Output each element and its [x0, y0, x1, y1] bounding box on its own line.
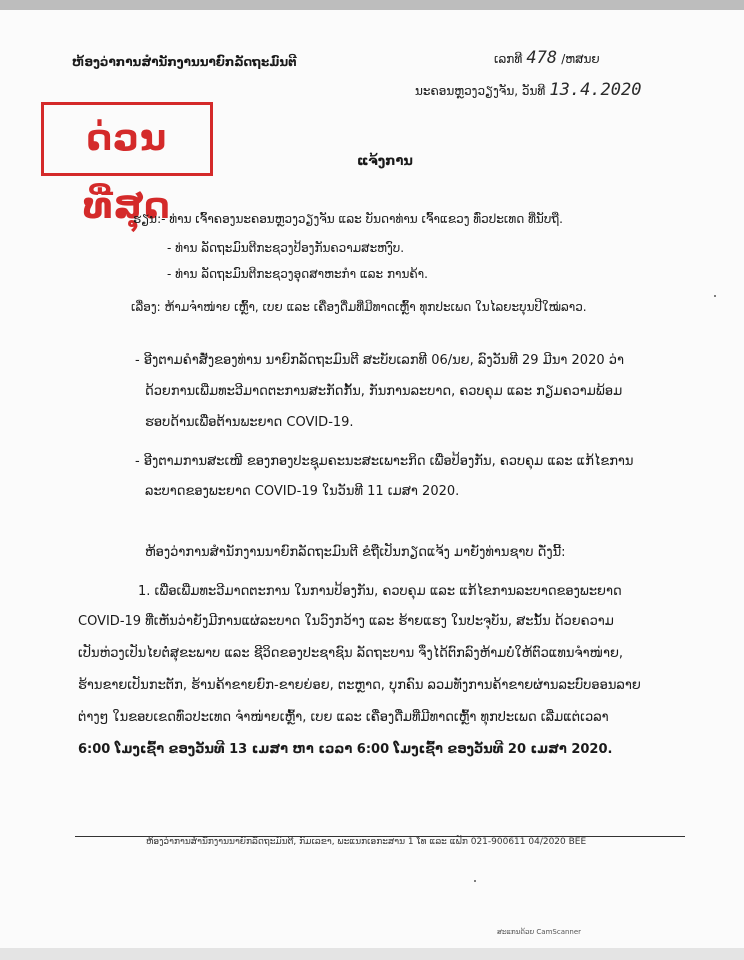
item-1-line-6: 6:00 ໂມງເຊົ້າ ຂອງວັນທີ 13 ເມສາ ຫາ ເວລາ 6:00 ໂມງເຊົ້າ ຂອງວັນທີ 20 ເມສາ 2020. — [78, 742, 613, 757]
document-title: ແຈ້ງການ — [357, 154, 413, 169]
scan-speck — [714, 295, 716, 297]
bottom-bar — [0, 948, 744, 960]
item-1-line-2: COVID-19 ທີ່ເຫັນວ່າຍັງມີການແຜ່ລະບາດ ໃນວົງກວ້າງ ແລະ ຮ້າຍແຮງ ໃນປະຈຸບັນ, ສະນັ້ນ ດ້ວຍຄວາມ — [78, 614, 614, 629]
item-1-line-4: ຮ້ານຂາຍເປັນກະຕັກ, ຮ້ານຄ້າຂາຍຍົກ-ຂາຍຍ່ອຍ, ຕະຫຼາດ, ບຸກຄົນ ລວມທັງການຄ້າຂາຍຜ່ານລະບົບອອນລາຍ — [78, 678, 641, 693]
scan-speck — [474, 880, 476, 882]
recipient-line-3: - ທ່ານ ລັດຖະມົນຕີກະຊວງອຸດສາຫະກຳ ແລະ ການຄ້າ. — [167, 267, 428, 281]
place-label: ນະຄອນຫຼວງວຽງຈັນ, ວັນທີ — [415, 84, 546, 98]
urgent-stamp: ດ່ວນທີ່ສຸດ — [41, 102, 213, 176]
top-bar — [0, 0, 744, 10]
recipient-line-1: ຮຽນ:- ທ່ານ ເຈົ້າຄອງນະຄອນຫຼວງວຽງຈັນ ແລະ ບັນດາທ່ານ ເຈົ້າແຂວງ ທົ່ວປະເທດ ທີ່ນັບຖື. — [133, 212, 563, 226]
number-label: ເລກທີ — [494, 52, 523, 66]
reference-1-line-3: ຮອບດ້ານເພື່ອຕ້ານພະຍາດ COVID-19. — [145, 415, 354, 430]
number-value: 478 — [526, 48, 558, 68]
intro-paragraph: ຫ້ອງວ່າການສຳນັກງານນາຍົກລັດຖະມົນຕີ ຂໍຖືເປັນກຽດແຈ້ງ ມາຍັງທ່ານຊາບ ດັ່ງນີ້: — [145, 545, 566, 560]
subject-line: ເລື່ອງ: ຫ້າມຈຳໜ່າຍ ເຫຼົ້າ, ເບຍ ແລະ ເຄື່ອງດື່ມທີ່ມີທາດເຫຼົ້າ ທຸກປະເພດ ໃນໄລຍະບຸນປີໃໝ່ລາວ. — [131, 300, 587, 314]
reference-1-line-1: - ອີງຕາມຄຳສັ່ງຂອງທ່ານ ນາຍົກລັດຖະມົນຕີ ສະບັບເລກທີ 06/ນຍ, ລົງວັນທີ 29 ມີນາ 2020 ວ່າ — [135, 353, 624, 368]
date-value: 13.4.2020 — [549, 80, 642, 100]
place-and-date — [415, 82, 641, 100]
recipient-line-2: - ທ່ານ ລັດຖະມົນຕີກະຊວງປ້ອງກັນຄວາມສະຫງົບ. — [167, 241, 405, 255]
document-number — [494, 50, 600, 68]
scanner-watermark: ສະແກນດ້ວຍ CamScanner — [497, 928, 582, 936]
number-suffix: /ຫສນຍ — [561, 52, 600, 66]
reference-1-line-2: ດ້ວຍການເພີ່ມທະວີມາດຕະການສະກັດກັ້ນ, ກັນການລະບາດ, ຄວບຄຸມ ແລະ ກຽມຄວາມພ້ອມ — [145, 384, 623, 399]
reference-2-line-1: - ອີງຕາມການສະເໜີ ຂອງກອງປະຊຸມຄະນະສະເພາະກິດ ເພື່ອປ້ອງກັນ, ຄວບຄຸມ ແລະ ແກ້ໄຂການ — [135, 454, 634, 469]
footer-text: ຫ້ອງວ່າການສຳນັກງານນາຍົກລັດຖະມົນຕີ, ກົມເລຂາ, ພະແນກເອກະສານ 1 ໂທ ແລະ ແຟັກ 021-900611 04/2020 BEE — [146, 837, 587, 847]
office-header: ຫ້ອງວ່າການສຳນັກງານນາຍົກລັດຖະມົນຕີ — [72, 55, 297, 69]
item-1-line-5: ຕ່າງໆ ໃນຂອບເຂດທົ່ວປະເທດ ຈຳໜ່າຍເຫຼົ້າ, ເບຍ ແລະ ເຄື່ອງດື່ມທີ່ມີທາດເຫຼົ້າ ທຸກປະເພດ ເລີ່ມແຕ່ເວລາ — [78, 710, 609, 725]
item-1-line-3: ເປັນຫ່ວງເປັນໄຍຕໍ່ສຸຂະພາບ ແລະ ຊີວິດຂອງປະຊາຊົນ ລັດຖະບານ ຈຶ່ງໄດ້ຕົກລົງຫ້າມບໍ່ໃຫ້ຕົວແທນຈຳໜ່າຍ, — [78, 646, 624, 661]
document-page — [0, 10, 744, 948]
item-1-line-1: 1. ເພື່ອເພີ່ມທະວີມາດຕະການ ໃນການປ້ອງກັນ, ຄວບຄຸມ ແລະ ແກ້ໄຂການລະບາດຂອງພະຍາດ — [138, 584, 622, 599]
reference-2-line-2: ລະບາດຂອງພະຍາດ COVID-19 ໃນວັນທີ 11 ເມສາ 2020. — [145, 484, 460, 499]
